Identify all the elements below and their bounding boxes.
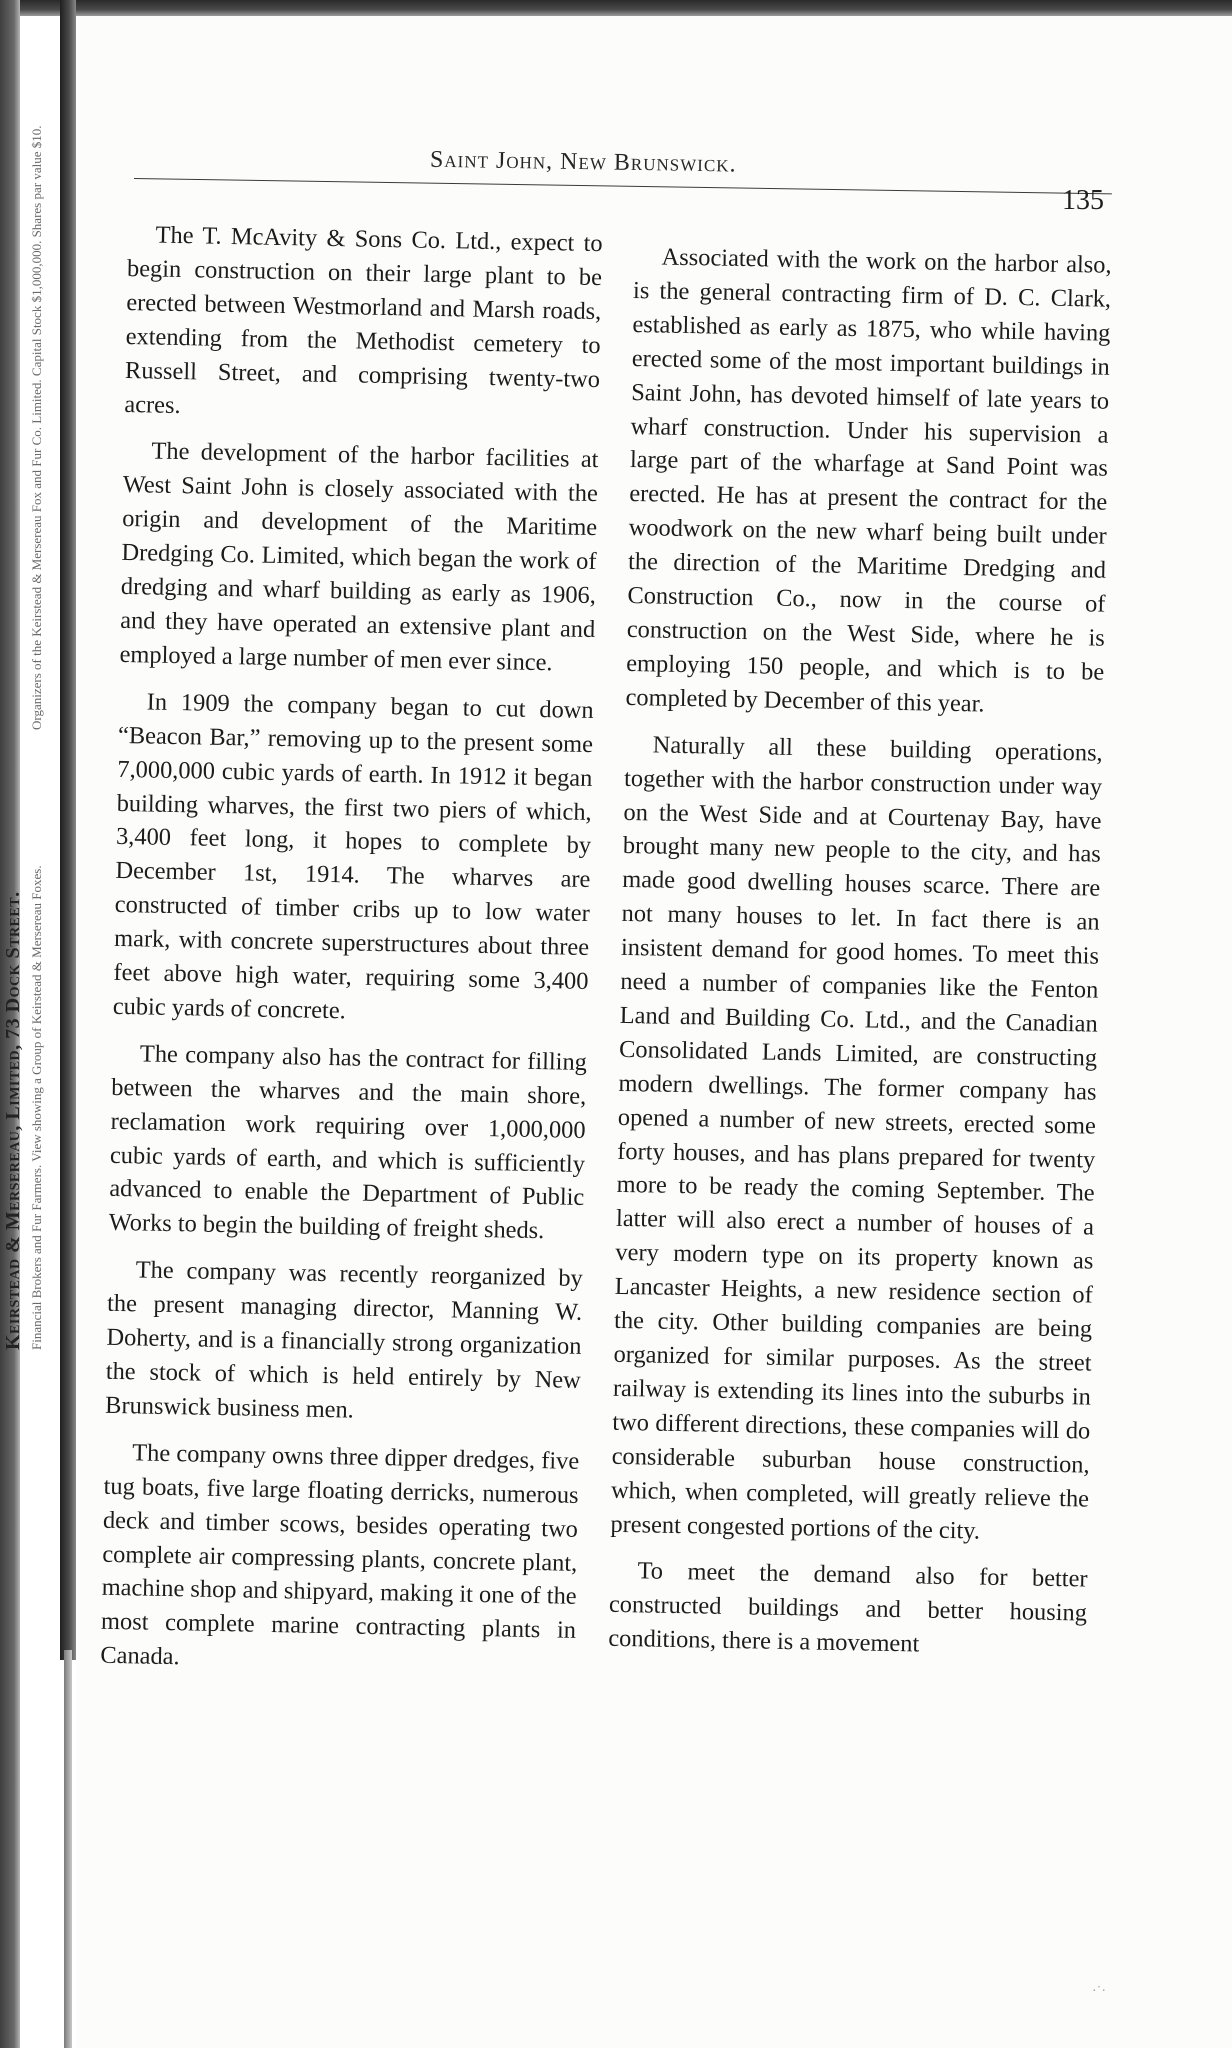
paragraph: The company owns three dipper dredges, five tug boats, five large floating derricks, numerous deck and timber scows, besides operating two complete air compressing plants, concrete plant, machine shop and shipyard, making it one of the most complete marine contracting plants in Canada. bbox=[100, 1439, 580, 1671]
paragraph: The development of the harbor facilities at West Saint John is closely associated with the origin and development of the Maritime Dredging Co. Limited, which began the work of dredging and wharf building as early as 1906, and they have operated an extensive plant and employed a large number of men ever since. bbox=[119, 437, 599, 677]
page-number: 135 bbox=[1062, 185, 1104, 216]
paragraph: To meet the demand also for better constructed buildings and better housing conditions, there is a movement bbox=[608, 1557, 1088, 1658]
paragraph: Associated with the work on the harbor also, is the general contracting firm of D. C. Clark, established as early as 1875, who while having erected some of the most important buildings in Saint John, has devoted himself of late years to wharf construction. Under his supervision a large part of the wharfage at Sand Point was erected. He has at present the contract for the woodwork on the new wharf being built under the direction of the Maritime Dredging and Construction Co., now in the course of construction on the West Side, where he is employing 150 people, and which is to be completed by December of this year. bbox=[625, 243, 1112, 718]
left-column bbox=[100, 218, 603, 1695]
paragraph: In 1909 the company began to cut down “Beacon Bar,” removing up to the present some 7,000,000 cubic yards of earth. In 1912 it began building wharves, the first two piers of which, 3,400 feet long, it hopes to complete by December 1st, 1914. The wharves are constructed of timber cribs up to low water mark, with concrete superstructures about three feet above high water, requiring some 3,400 cubic yards of concrete. bbox=[112, 688, 594, 1025]
paragraph: Naturally all these building operations, together with the harbor construction under way on the West Side and at Courtenay Bay, have brought many new people to the city, and has made good dwelling houses scarce. There are not many houses to let. In fact there is an insistent demand for good homes. To meet this need a number of companies like the Fenton Land and Building Co. Ltd., and the Canadian Consolidated Lands Limited, are constructing modern dwellings. The former company has opened a number of new streets, erected some forty houses, and has plans prepared for twenty more to be ready the coming September. The latter will also erect a number of houses of a very modern type on its property known as Lancaster Heights, a new residence section of the city. Other building companies are being organized for similar purposes. As the street railway is extending its lines into the suburbs in two different directions, these companies will do considerable suburban house construction, which, when completed, will greatly relieve the present congested portions of the city. bbox=[610, 731, 1103, 1545]
paragraph: The company also has the contract for filling between the wharves and the main shore, reclamation work requiring over 1,000,000 cubic yards of earth, and which is sufficiently advanced to enable the Department of Public Works to begin the building of freight sheds. bbox=[108, 1040, 588, 1245]
margin-ad-fine-2: Organizers of the Keirstead & Mersereau Fox and Fur Co. Limited. Capital Stock $1,000,000. Shares par value $10. bbox=[29, 125, 44, 730]
margin-ad-main: Keirstead & Mersereau, Limited, 73 Dock Street. bbox=[2, 891, 24, 1350]
margin-ad-fine-1: Financial Brokers and Fur Farmers. View showing a Group of Keirstead & Mersereau Foxes. bbox=[29, 865, 44, 1350]
running-title: Saint John, New Brunswick. bbox=[429, 146, 737, 178]
page-top-edge bbox=[0, 0, 1232, 16]
scan-specks: ·˙· bbox=[1092, 1984, 1106, 1999]
paragraph: The company was recently reorganized by the present managing director, Manning W. Doherty, and is a financially strong organization the stock of which is held entirely by New Brunswick business men. bbox=[104, 1256, 583, 1424]
right-column bbox=[608, 240, 1112, 1678]
paragraph: The T. McAvity & Sons Co. Ltd., expect to begin construction on their large plant to be erected between Westmorland and Marsh roads, extending from the Methodist cemetery to Russell Street, and comprising twenty-two acres. bbox=[124, 221, 603, 419]
book-spine-lower bbox=[64, 1650, 72, 2048]
book-spine-shadow bbox=[60, 0, 76, 1660]
